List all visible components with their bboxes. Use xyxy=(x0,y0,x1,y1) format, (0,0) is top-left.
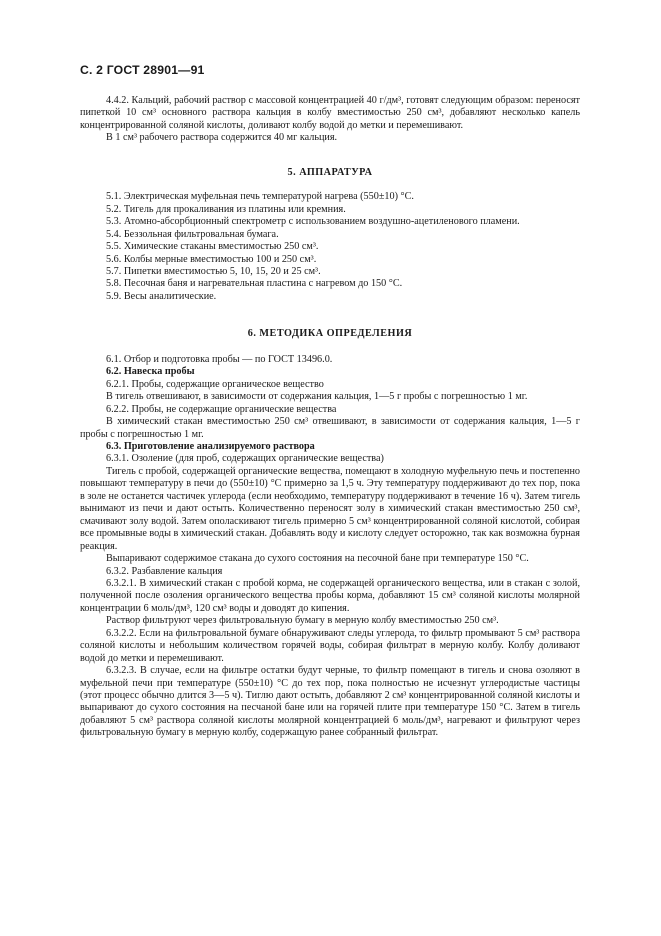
paragraph-4-4-2: 4.4.2. Кальций, рабочий раствор с массовой концентрацией 40 г/дм³, готовят следующим образом: переносят пипеткой 10 см³ основного раствора кальция в колбу вместимостью 250 см³, добавляют несколько капель концентрированной соляной кислоты, доливают колбу водой до метки и перемешивают. xyxy=(80,95,580,131)
item-5-8: 5.8. Песочная баня и нагревательная пластина с нагревом до 150 °С. xyxy=(106,278,403,290)
paragraph-6-3-1-text: Тигель с пробой, содержащей органические вещества, помещают в холодную муфельную печь и постепенно повышают температуру в печи до (550±10) °С примерно за 1,5 ч. Эту температуру поддерживают до тех пор, пока в золе не останется частичек углерода (если необходимо, температуру поддерживают в течение 16 ч). Затем тигель вынимают из печи и дают остыть. Количественно переносят золу в химический стакан вместимостью 250 см³, смачивают золу водой. Затем ополаскивают тигель примерно 5 см³ концентрированной соляной кислотой, собирая все промывные воды в химический стакан. Добавлять воду и кислоту следует осторожно, так как возможна бурная реакция. xyxy=(80,465,580,552)
paragraph-6-2-1-text: В тигель отвешивают, в зависимости от содержания кальция, 1—5 г пробы с погрешностью 1 мг. xyxy=(106,391,528,403)
page-header: С. 2 ГОСТ 28901—91 xyxy=(80,63,205,77)
item-5-5: 5.5. Химические стаканы вместимостью 250 см³. xyxy=(106,241,319,253)
heading-6-2: 6.2. Навеска пробы xyxy=(106,366,195,378)
item-5-6: 5.6. Колбы мерные вместимостью 100 и 250 см³. xyxy=(106,253,317,265)
paragraph-6-3-1-text2: Выпаривают содержимое стакана до сухого состояния на песочной бане при температуре 150 °С. xyxy=(106,553,529,565)
section-6-title: 6. МЕТОДИКА ОПРЕДЕЛЕНИЯ xyxy=(247,328,413,340)
paragraph-6-3-2: 6.3.2. Разбавление кальция xyxy=(106,565,223,577)
item-5-3: 5.3. Атомно-абсорбционный спектрометр с использованием воздушно-ацетиленового пламени. xyxy=(106,216,520,228)
item-5-7: 5.7. Пипетки вместимостью 5, 10, 15, 20 и 25 см³. xyxy=(106,265,321,277)
item-5-1: 5.1. Электрическая муфельная печь температурой нагрева (550±10) °С. xyxy=(106,191,414,203)
heading-6-3: 6.3. Приготовление анализируемого раствора xyxy=(106,440,315,452)
paragraph-4-4-2-note: В 1 см³ рабочего раствора содержится 40 мг кальция. xyxy=(106,132,338,144)
item-5-2: 5.2. Тигель для прокаливания из платины или кремния. xyxy=(106,203,346,215)
paragraph-6-3-2-3: 6.3.2.3. В случае, если на фильтре остатки будут черные, то фильтр помещают в тигель и снова озоляют в муфельной печи при температуре (550±10) °С до тех пор, пока полностью не исчезнут углеродистые частицы (этот процесс обычно длится 3—5 ч). Тиглю дают остыть, добавляют 2 см³ концентрированной соляной кислоты и выпаривают до сухого состояния на песчаной бане или на горячей плите при температуре 150 °С. Затем в тигель добавляют 5 см³ раствора соляной кислоты молярной концентрацией 6 моль/дм³, нагревают и фильтруют через фильтровальную бумагу в мерную колбу, содержащую ранее собранный фильтрат. xyxy=(80,665,580,739)
document-body xyxy=(80,95,580,740)
paragraph-6-3-2-2: 6.3.2.2. Если на фильтровальной бумаге обнаруживают следы углерода, то фильтр промывают 5 см³ раствора соляной кислоты и небольшим количеством горячей воды, собирая фильтрат в мерную колбу. Колбу доливают водой до метки и перемешивают. xyxy=(80,627,580,664)
paragraph-6-2-1: 6.2.1. Пробы, содержащие органическое вещество xyxy=(106,378,324,390)
paragraph-6-1: 6.1. Отбор и подготовка пробы — по ГОСТ 13496.0. xyxy=(106,353,333,365)
item-5-4: 5.4. Беззольная фильтровальная бумага. xyxy=(106,228,279,240)
paragraph-6-3-2-1: 6.3.2.1. В химический стакан с пробой корма, не содержащей органического вещества, или в стакан с золой, полученной после озоления органического вещества пробы корма, добавляют 15 см³ соляной кислоты молярной концентрации 6 моль/дм³, 120 см³ воды и доводят до кипения. xyxy=(80,577,580,614)
paragraph-6-2-2-text: В химический стакан вместимостью 250 см³ отвешивают, в зависимости от содержания кальция, 1—5 г пробы с погрешностью 1 мг. xyxy=(80,416,580,440)
paragraph-6-2-2: 6.2.2. Пробы, не содержащие органические вещества xyxy=(106,403,337,415)
section-5-title: 5. АППАРАТУРА xyxy=(287,166,373,178)
paragraph-6-3-1: 6.3.1. Озоление (для проб, содержащих органические вещества) xyxy=(106,453,384,465)
paragraph-6-3-2-1-text: Раствор фильтруют через фильтровальную бумагу в мерную колбу вместимостью 250 см³. xyxy=(106,615,499,627)
item-5-9: 5.9. Весы аналитические. xyxy=(106,290,217,302)
